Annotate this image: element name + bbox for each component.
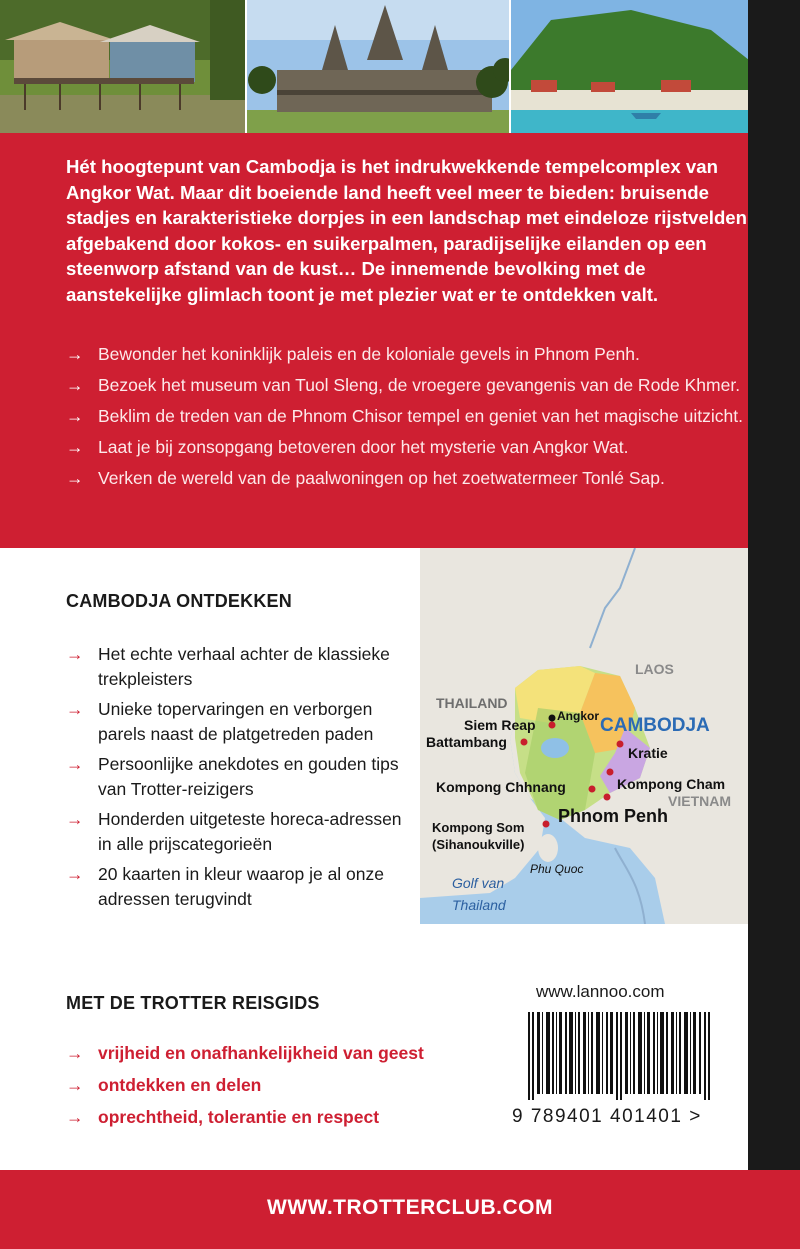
highlight-text: Bezoek het museum van Tuol Sleng, de vroegere gevangenis van de Rode Khmer. bbox=[98, 375, 741, 395]
highlight-text: Beklim de treden van de Phnom Chisor tempel en geniet van het magische uitzicht. bbox=[98, 406, 743, 426]
stilt-houses-photo bbox=[0, 0, 245, 133]
arrow-icon: → bbox=[66, 437, 84, 457]
list-item bbox=[66, 342, 746, 367]
map-city-kompong-chhnang: Kompong Chhnang bbox=[436, 779, 566, 795]
discover-list bbox=[66, 642, 416, 917]
list-item bbox=[66, 642, 416, 691]
list-item bbox=[66, 1041, 506, 1065]
arrow-icon: → bbox=[66, 375, 84, 395]
list-item bbox=[66, 466, 746, 491]
list-item bbox=[66, 862, 416, 911]
trotter-value-text: vrijheid en onafhankelijkheid van geest bbox=[98, 1043, 424, 1063]
list-item bbox=[66, 404, 746, 429]
map-city-sihanoukville: (Sihanoukville) bbox=[432, 837, 525, 852]
map-label-laos: LAOS bbox=[635, 661, 674, 677]
footer-url[interactable]: WWW.TROTTERCLUB.COM bbox=[267, 1196, 553, 1219]
highlight-text: Verken de wereld van de paalwoningen op het zoetwatermeer Tonlé Sap. bbox=[98, 468, 665, 488]
map-label-gulf-2: Thailand bbox=[452, 897, 506, 913]
arrow-icon: → bbox=[66, 644, 84, 664]
map-city-kratie: Kratie bbox=[628, 745, 668, 761]
trotter-value-text: oprechtheid, tolerantie en respect bbox=[98, 1107, 380, 1127]
intro-text bbox=[66, 154, 756, 307]
trotter-title: MET DE TROTTER REISGIDS bbox=[66, 993, 320, 1013]
barcode bbox=[528, 1012, 712, 1100]
arrow-icon: → bbox=[66, 344, 84, 364]
arrow-icon: → bbox=[66, 864, 84, 884]
map-label-phu-quoc: Phu Quoc bbox=[530, 862, 584, 876]
map-city-siem-reap: Siem Reap bbox=[464, 717, 536, 733]
discover-text: Unieke topervaringen en verborgen parels naast de platgetreden paden bbox=[98, 699, 374, 744]
list-item bbox=[66, 1105, 506, 1129]
arrow-icon: → bbox=[66, 1043, 84, 1063]
publisher-url[interactable]: www.lannoo.com bbox=[536, 982, 665, 1001]
list-item bbox=[66, 807, 416, 856]
discover-text: Het echte verhaal achter de klassieke trekpleisters bbox=[98, 644, 390, 689]
discover-text: Honderden uitgeteste horeca-adressen in alle prijscategorieën bbox=[98, 809, 402, 854]
discover-text: Persoonlijke anekdotes en gouden tips van Trotter-reizigers bbox=[98, 754, 399, 799]
map-label-cambodja: CAMBODJA bbox=[600, 715, 710, 736]
highlight-text: Bewonder het koninklijk paleis en de koloniale gevels in Phnom Penh. bbox=[98, 344, 640, 364]
highlights-list bbox=[66, 342, 746, 497]
map-label-thailand: THAILAND bbox=[436, 695, 508, 711]
map-label-vietnam: VIETNAM bbox=[668, 793, 731, 809]
arrow-icon: → bbox=[66, 1075, 84, 1095]
cambodia-map bbox=[420, 548, 748, 924]
arrow-icon: → bbox=[66, 754, 84, 774]
list-item bbox=[66, 752, 416, 801]
isbn-number: 9 789401 401401 > bbox=[512, 1106, 702, 1127]
list-item bbox=[66, 435, 746, 460]
map-label-gulf-1: Golf van bbox=[452, 875, 505, 891]
map-city-phnom-penh: Phnom Penh bbox=[558, 806, 669, 826]
arrow-icon: → bbox=[66, 1107, 84, 1127]
intro-paragraph: Hét hoogtepunt van Cambodja is het indrukwekkende tempelcomplex van Angkor Wat. Maar dit boeiende land heeft veel meer te bieden: bruisende stadjes en karakteristieke dorpjes in een landschap met eindeloze rijstvelden afgebakend door kokos- en suikerpalmen, paradijselijke eilanden op een steenworp afstand van de kust… De innemende bevolking met de aanstekelijke glimlach toont je met plezier wat er te ontdekken valt. bbox=[66, 156, 748, 305]
arrow-icon: → bbox=[66, 809, 84, 829]
beach-photo bbox=[511, 0, 748, 133]
map-city-kompong-som: Kompong Som bbox=[432, 820, 525, 835]
arrow-icon: → bbox=[66, 468, 84, 488]
map-city-kompong-cham: Kompong Cham bbox=[617, 776, 726, 792]
list-item bbox=[66, 697, 416, 746]
list-item bbox=[66, 373, 746, 398]
highlight-text: Laat je bij zonsopgang betoveren door het mysterie van Angkor Wat. bbox=[98, 437, 629, 457]
photo-strip bbox=[0, 0, 748, 133]
map-city-angkor: Angkor bbox=[557, 709, 599, 723]
arrow-icon: → bbox=[66, 699, 84, 719]
map-city-battambang: Battambang bbox=[426, 734, 507, 750]
trotter-value-text: ontdekken en delen bbox=[98, 1075, 262, 1095]
list-item bbox=[66, 1073, 506, 1097]
trotter-values-list bbox=[66, 1041, 506, 1137]
angkor-wat-photo bbox=[247, 0, 508, 133]
discover-text: 20 kaarten in kleur waarop je al onze adressen terugvindt bbox=[98, 864, 385, 909]
arrow-icon: → bbox=[66, 406, 84, 426]
discover-title: CAMBODJA ONTDEKKEN bbox=[66, 591, 292, 611]
